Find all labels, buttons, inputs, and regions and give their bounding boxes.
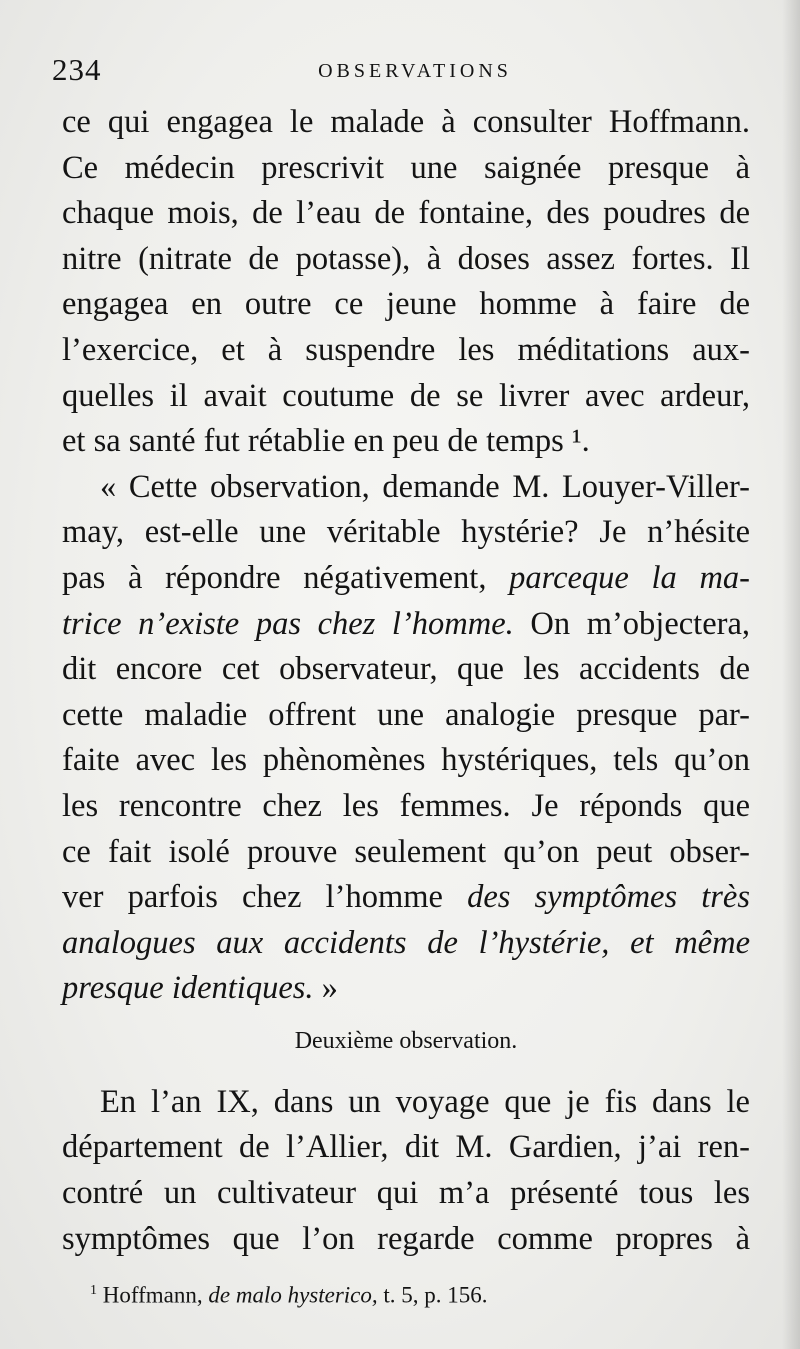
body-text (62, 100, 750, 1262)
text-line (62, 966, 750, 1012)
text-line (62, 602, 750, 648)
text-run: ver parfois chez l’homme (62, 879, 468, 916)
page-number: 234 (52, 52, 102, 87)
text-line: l’exercice, et à suspendre les méditations aux- (62, 331, 750, 368)
italic-run: des symptômes très (467, 879, 750, 916)
text-line (62, 556, 750, 602)
italic-run: parceque la ma- (509, 559, 751, 596)
text-run: pas à répondre négativement, (62, 559, 510, 596)
italic-run: trice n’existe pas chez l’homme. (62, 605, 514, 642)
text-line: quelles il avait coutume de se livrer avec ardeur, (62, 377, 750, 414)
footnote (90, 1276, 750, 1311)
text-line: engagea en outre ce jeune homme à faire de (62, 286, 750, 323)
text-line: « Cette observation, demande M. Louyer-Viller- (100, 468, 750, 505)
text-line: may, est-elle une véritable hystérie? Je n’hésite (62, 514, 750, 551)
page-header (50, 52, 750, 92)
text-line: contré un cultivateur qui m’a présenté tous les (62, 1175, 750, 1212)
text-line: les rencontre chez les femmes. Je réponds que (62, 787, 750, 824)
text-line: faite avec les phènomènes hystériques, tels qu’on (62, 742, 750, 779)
section-title: Deuxième observation. (294, 1027, 518, 1054)
text-line: Ce médecin prescrivit une saignée presque à (62, 149, 750, 186)
text-line: symptômes que l’on regarde comme propres à (62, 1220, 750, 1257)
text-line: cette maladie offrent une analogie presque par- (62, 696, 750, 733)
page-edge-shadow (782, 0, 800, 1349)
italic-run: presque identiques. (62, 970, 314, 1007)
text-line: ce fait isolé prouve seulement qu’on peut obser- (62, 833, 750, 870)
text-line: ce qui engagea le malade à consulter Hoffmann. (62, 104, 750, 140)
text-line: chaque mois, de l’eau de fontaine, des poudres de (62, 195, 750, 232)
text-line: et sa santé fut rétablie en peu de temps ¹. (62, 423, 590, 460)
italic-run: analogues aux accidents de l’hystérie, et même (62, 924, 750, 961)
text-line (62, 921, 750, 967)
text-line: dit encore cet observateur, que les accidents de (62, 651, 750, 688)
text-run: » (313, 970, 338, 1007)
text-line: département de l’Allier, dit M. Gardien, j’ai ren- (62, 1129, 750, 1166)
text-run: On m’objectera, (513, 605, 750, 642)
text-line: nitre (nitrate de potasse), à doses assez fortes. Il (62, 240, 750, 277)
running-head: OBSERVATIONS (318, 60, 512, 82)
footnote-marker: 1 (90, 1283, 97, 1298)
footnote-title: de malo hysterico, (208, 1282, 378, 1308)
footnote-author: Hoffmann, (102, 1282, 209, 1308)
text-line: En l’an IX, dans un voyage que je fis dans le (100, 1083, 750, 1120)
footnote-reference: t. 5, p. 156. (377, 1282, 488, 1308)
text-line (62, 875, 750, 921)
